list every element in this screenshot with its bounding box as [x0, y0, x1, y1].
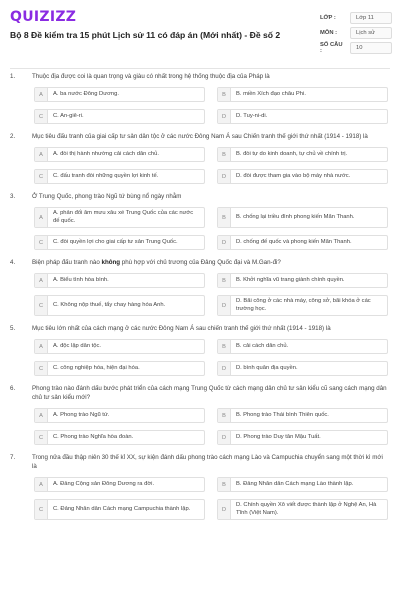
option-letter-badge: A: [35, 340, 48, 353]
answer-option-c[interactable]: [34, 169, 205, 184]
answer-option-b[interactable]: [217, 273, 388, 288]
question-number: 5.: [10, 325, 16, 332]
quizizz-logo: QUIZIZZ: [10, 9, 77, 25]
option-letter-badge: B: [218, 409, 231, 422]
option-letter-badge: A: [35, 148, 48, 161]
question-number: 2.: [10, 133, 16, 140]
option-text: C. đòi quyền lợi cho giai cấp tư sản Trung Quốc.: [53, 238, 178, 245]
question-5: [0, 324, 400, 376]
question-header: [10, 132, 388, 141]
meta-value-subject: Lịch sử: [350, 27, 392, 39]
answer-option-b[interactable]: [217, 207, 388, 228]
question-number: 1.: [10, 73, 16, 80]
option-letter-badge: D: [218, 170, 231, 183]
option-letter-badge: B: [218, 148, 231, 161]
option-text: D. Chính quyền Xô viết được thành lập ở Nghệ An, Hà Tĩnh (Việt Nam).: [236, 502, 377, 516]
option-text: A. phản đối âm mưu xâu xé Trung Quốc của các nước đế quốc.: [53, 210, 194, 224]
option-letter-badge: A: [35, 208, 48, 227]
option-letter-badge: B: [218, 208, 231, 227]
question-text-part: Biện pháp đấu tranh nào: [32, 259, 102, 266]
option-text: B. chống lại triều đình phong kiến Mãn Thanh.: [236, 213, 355, 220]
option-text: D. đòi được tham gia vào bộ máy nhà nước.: [236, 172, 351, 179]
meta-label: LỚP :: [320, 14, 336, 21]
answer-option-d[interactable]: [217, 109, 388, 124]
answer-option-c[interactable]: [34, 109, 205, 124]
question-text-emphasis: không: [101, 259, 121, 266]
answer-option-a[interactable]: [34, 408, 205, 423]
option-letter-badge: C: [35, 110, 48, 123]
answer-option-d[interactable]: [217, 499, 388, 520]
option-letter-badge: D: [218, 110, 231, 123]
question-text: [32, 258, 388, 267]
meta-label: SỐ CÂU :: [320, 41, 343, 54]
option-text: D. Bãi công ở các nhà máy, công sở, bãi khóa ở các trường học.: [236, 298, 371, 312]
answer-option-d[interactable]: [217, 169, 388, 184]
question-header: [10, 258, 388, 267]
option-text: D. bình quân địa quyền.: [236, 364, 298, 371]
question-header: [10, 72, 388, 81]
option-text: C. Không nộp thuế, tẩy chay hàng hóa Anh.: [53, 301, 166, 308]
question-6: [0, 384, 400, 445]
answer-options: [34, 147, 388, 184]
option-letter-badge: B: [218, 340, 231, 353]
option-text: B. cải cách dân chủ.: [236, 342, 289, 349]
answer-option-c[interactable]: [34, 499, 205, 520]
option-text: A. độc lập dân tộc.: [53, 342, 102, 349]
answer-options: [34, 408, 388, 445]
question-list: [0, 72, 400, 528]
option-letter-badge: C: [35, 236, 48, 249]
meta-label: MÔN :: [320, 29, 338, 36]
meta-row-count: [320, 40, 392, 55]
option-text: C. Đảng Nhân dân Cách mạng Campuchia thành lập.: [53, 505, 191, 512]
option-text: C. An-giê-ri.: [53, 112, 84, 119]
option-letter-badge: D: [218, 431, 231, 444]
question-text: Mục tiêu lớn nhất của cách mạng ở các nước Đông Nam Á sau chiến tranh thế giới thứ nhất (1914 - 1918) là: [32, 325, 331, 332]
question-header: [10, 384, 388, 402]
page-header: [0, 0, 400, 62]
option-text: D. chống đế quốc và phong kiến Mãn Thanh.: [236, 238, 352, 245]
question-text-part: phù hợp với chủ trương của Đảng Quốc đại và M.Gan-đi?: [120, 259, 281, 266]
answer-option-a[interactable]: [34, 207, 205, 228]
option-letter-badge: C: [35, 170, 48, 183]
answer-option-d[interactable]: [217, 430, 388, 445]
answer-options: [34, 477, 388, 520]
option-letter-badge: D: [218, 296, 231, 315]
question-number: 3.: [10, 193, 16, 200]
option-text: C. đấu tranh đòi những quyền lợi kinh tế.: [53, 172, 159, 179]
question-header: [10, 324, 388, 333]
option-text: C. Phong trào Nghĩa hòa đoàn.: [53, 433, 134, 440]
answer-option-c[interactable]: [34, 430, 205, 445]
question-number: 6.: [10, 385, 16, 392]
meta-value-class: Lớp 11: [350, 12, 392, 24]
answer-option-b[interactable]: [217, 87, 388, 102]
option-letter-badge: C: [35, 500, 48, 519]
option-text: B. Phong trào Thái bình Thiên quốc.: [236, 411, 329, 418]
question-text: Ở Trung Quốc, phong trào Ngũ tứ bùng nổ ngày nhằm: [32, 193, 182, 200]
question-header: [10, 192, 388, 201]
option-text: A. đòi thị hành nhường cải cách dân chủ.: [53, 150, 159, 157]
option-letter-badge: B: [218, 274, 231, 287]
answer-options: [34, 87, 388, 124]
meta-value-count: 10: [350, 42, 392, 54]
question-1: [0, 72, 400, 124]
option-letter-badge: C: [35, 296, 48, 315]
option-text: A. Phong trào Ngũ tứ.: [53, 411, 110, 418]
option-letter-badge: B: [218, 478, 231, 491]
question-header: [10, 453, 388, 471]
question-3: [0, 192, 400, 250]
document-title: Bộ 8 Đề kiểm tra 15 phút Lịch sử 11 có đáp án (Mới nhất) - Đề số 2: [10, 30, 281, 40]
question-2: [0, 132, 400, 184]
option-text: D. Tuy-ni-di.: [236, 112, 268, 119]
question-number: 7.: [10, 454, 16, 461]
answer-option-d[interactable]: [217, 235, 388, 250]
option-text: B. Khởi nghĩa vũ trang giành chính quyền.: [236, 276, 345, 283]
option-letter-badge: D: [218, 236, 231, 249]
answer-option-a[interactable]: [34, 273, 205, 288]
question-text: Trong nửa đầu thập niên 30 thế kỉ XX, sự kiện đánh dấu phong trào cách mạng Lào và Campuchia chuyển sang một thời kì mới là: [32, 454, 383, 470]
answer-option-b[interactable]: [217, 408, 388, 423]
option-letter-badge: C: [35, 431, 48, 444]
option-letter-badge: A: [35, 88, 48, 101]
question-4: [0, 258, 400, 316]
option-text: B. miền Xích đạo châu Phi.: [236, 90, 306, 97]
option-text: D. Phong trào Duy tân Mậu Tuất.: [236, 433, 321, 440]
option-text: B. Đảng Nhân dân Cách mạng Lào thành lập.: [236, 480, 354, 487]
answer-option-c[interactable]: [34, 295, 205, 316]
option-letter-badge: D: [218, 362, 231, 375]
option-letter-badge: A: [35, 274, 48, 287]
question-number: 4.: [10, 259, 16, 266]
answer-option-d[interactable]: [217, 361, 388, 376]
question-text: Phong trào nào đánh dấu bước phát triển của cách mạng Trung Quốc từ cách mạng dân chủ tư sản kiểu cũ sang cách mạng dân chủ tư sản kiểu mới?: [32, 385, 387, 401]
option-letter-badge: A: [35, 478, 48, 491]
answer-options: [34, 339, 388, 376]
quiz-meta: [320, 10, 392, 55]
option-letter-badge: D: [218, 500, 231, 519]
option-text: B. đòi tự do kinh doanh, tự chủ về chính trị.: [236, 150, 348, 157]
answer-option-b[interactable]: [217, 147, 388, 162]
option-letter-badge: A: [35, 409, 48, 422]
meta-row-class: [320, 10, 392, 25]
header-divider: [10, 68, 390, 69]
question-text: Thuộc địa được coi là quan trọng và giàu có nhất trong hệ thống thuộc địa của Pháp là: [32, 73, 270, 80]
option-text: C. công nghiệp hóa, hiện đại hóa.: [53, 364, 140, 371]
answer-option-a[interactable]: [34, 477, 205, 492]
option-letter-badge: C: [35, 362, 48, 375]
answer-option-b[interactable]: [217, 477, 388, 492]
option-text: A. Đảng Cộng sản Đông Dương ra đời.: [53, 480, 155, 487]
question-text: Mục tiêu đấu tranh của giai cấp tư sản dân tộc ở các nước Đông Nam Á sau Chiến tranh thế giới thứ nhất (1914 - 1918) là: [32, 133, 368, 140]
answer-options: [34, 207, 388, 250]
meta-row-subject: [320, 25, 392, 40]
answer-option-c[interactable]: [34, 361, 205, 376]
answer-option-d[interactable]: [217, 295, 388, 316]
answer-option-a[interactable]: [34, 147, 205, 162]
answer-option-a[interactable]: [34, 339, 205, 354]
answer-option-b[interactable]: [217, 339, 388, 354]
question-7: [0, 453, 400, 520]
answer-options: [34, 273, 388, 316]
option-text: A. ba nước Đông Dương.: [53, 90, 119, 97]
answer-option-c[interactable]: [34, 235, 205, 250]
option-letter-badge: B: [218, 88, 231, 101]
answer-option-a[interactable]: [34, 87, 205, 102]
option-text: A. Biểu tình hòa bình.: [53, 276, 109, 283]
